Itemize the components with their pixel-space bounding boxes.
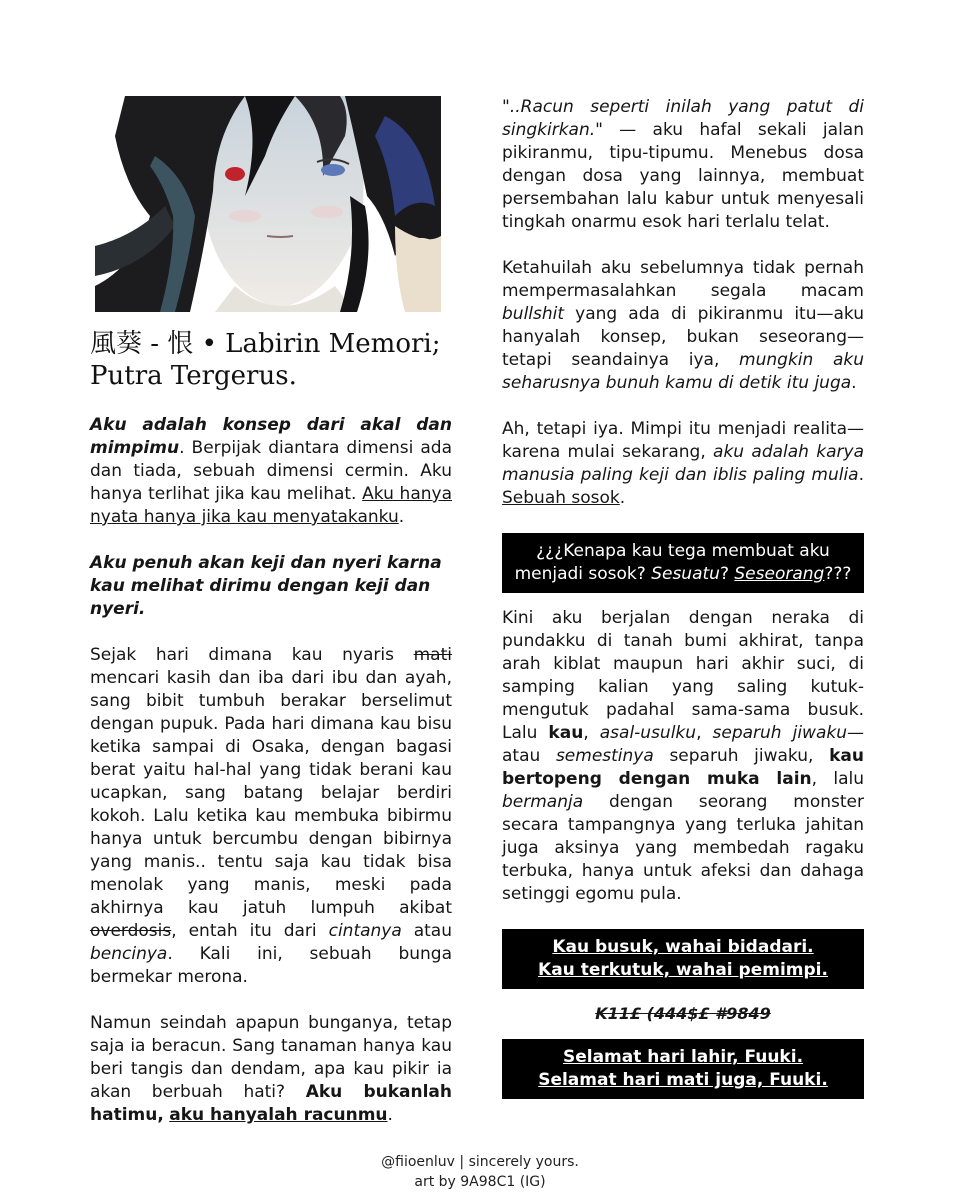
underlined-phrase: Aku hanya nyata hanya jika kau menyatakanku xyxy=(90,484,452,527)
left-column xyxy=(90,96,452,1150)
illustration-svg xyxy=(95,96,441,312)
right-paragraph-1: "..Racun seperti inilah yang patut di singkirkan." — aku hafal sekali jalan pikiranmu, tipu-tipumu. Menebus dosa dengan dosa yang lainnya, membuat persembahan lalu kabur untuk menyesali tingkah onarmu esok hari terlalu telat. xyxy=(502,97,864,232)
left-paragraph-4: Namun seindah apapun bunganya, tetap saja ia beracun. Sang tanaman hanya kau beri tangis dan dendam, apa kau pikir ia akan berbuah hati? Aku bukanlah hatimu, aku hanyalah racunmu. xyxy=(90,1013,453,1125)
right-paragraph-2: Ketahuilah aku sebelumnya tidak pernah mempermasalahkan segala macam bullshit yang ada di pikiranmu itu—aku hanyalah konsep, bukan seseorang—tetapi seandainya iya, mungkin aku seharusnya bunuh kamu di detik itu juga. xyxy=(502,258,864,393)
strikethrough-mati: mati xyxy=(413,645,452,665)
left-paragraph-1: Aku adalah konsep dari akal dan mimpimu. Berpijak diantara dimensi ada dan tiada, sebuah dimensi cermin. Aku hanya terlihat jika kau melihat. Aku hanya nyata hanya jika kau menyatakanku. xyxy=(90,415,452,527)
concept-phrase: Aku adalah konsep dari akal dan mimpimu xyxy=(90,415,452,458)
strikethrough-overdosis: overdosis xyxy=(90,921,172,941)
question-box: ¿¿¿Kenapa kau tega membuat aku menjadi sosok? Sesuatu? Seseorang??? xyxy=(502,533,864,593)
birthday-box: Selamat hari lahir, Fuuki. Selamat hari mati juga, Fuuki. xyxy=(502,1039,864,1099)
left-paragraph-3: Sejak hari dimana kau nyaris mati mencari kasih dan iba dari ibu dan ayah, sang bibit tumbuh berakar berselimut dengan pupuk. Pada hari dimana kau bisu ketika sampai di Osaka, dengan bagasi berat yaitu hal-hal yang tidak berani kau ucapkan, sang batang belajar berdiri kokoh. Lalu ketika kau membuka bibirmu hanya untuk bercumbu dengan bibirnya yang manis.. tentu saja kau tidak bisa menolak yang manis, meski pada akhirnya kau jatuh lumpuh akibat overdosis, entah itu dari cintanya atau bencinya. Kali ini, sebuah bunga bermekar merona. xyxy=(90,645,452,987)
right-paragraph-3: Ah, tetapi iya. Mimpi itu menjadi realita—karena mulai sekarang, aku adalah karya manusia paling keji dan iblis paling mulia. Sebuah sosok. xyxy=(502,419,864,508)
author-credit: @fiioenluv | sincerely yours. xyxy=(381,1154,579,1170)
title-line-2: Putra Tergerus. xyxy=(90,361,297,391)
right-column xyxy=(502,96,864,1113)
art-credit: art by 9A98C1 (IG) xyxy=(414,1174,546,1190)
left-paragraph-2: Aku penuh akan keji dan nyeri karna kau melihat dirimu dengan keji dan nyeri. xyxy=(90,553,442,619)
page-title xyxy=(90,328,452,392)
curse-box: Kau busuk, wahai bidadari. Kau terkutuk, wahai pemimpi. xyxy=(502,929,864,989)
title-line-1: 風葵 - 恨 • Labirin Memori; xyxy=(90,329,441,359)
red-eye xyxy=(225,167,245,181)
blue-eye xyxy=(321,164,345,176)
cipher-text: K11£ (444$£ #9849 xyxy=(595,1004,771,1023)
character-illustration xyxy=(95,96,441,312)
footer-credits xyxy=(0,1152,960,1192)
right-paragraph-4: Kini aku berjalan dengan neraka di pundakku di tanah bumi akhirat, tanpa arah kiblat maupun hari akhir suci, di samping kalian yang saling kutuk-mengutuk padahal sama-sama busuk. Lalu kau, asal-usulku, separuh jiwaku—atau semestinya separuh jiwaku, kau bertopeng dengan muka lain, lalu bermanja dengan seorang monster secara tampangnya yang terluka jahitan juga aksinya yang membedah ragaku terbuka, hanya untuk afeksi dan dahaga setinggi egomu pula. xyxy=(502,608,864,904)
